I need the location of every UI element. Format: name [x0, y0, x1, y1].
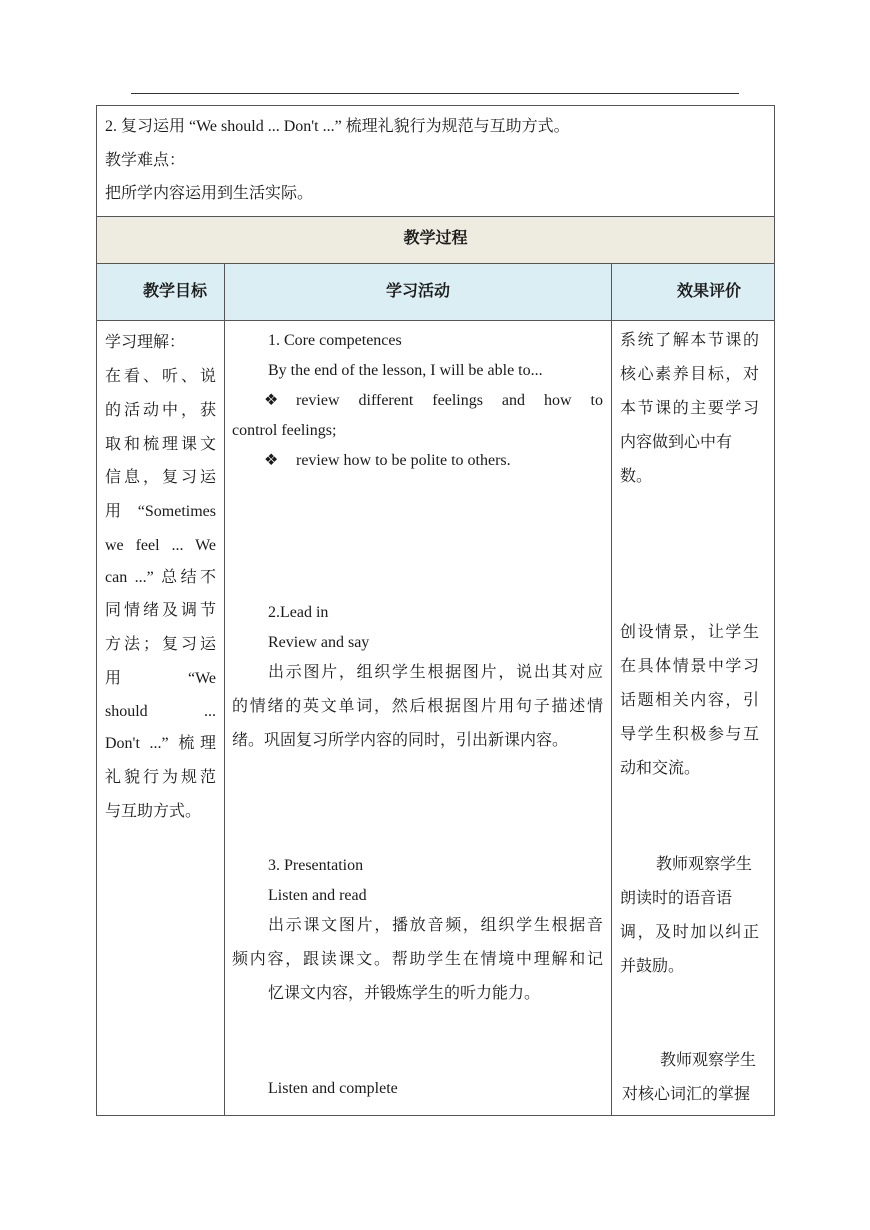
lead-in-title: 2.Lead in	[268, 604, 329, 621]
presentation-text: 频内容，跟读课文。帮助学生在情境中理解和记	[232, 951, 603, 968]
goal-line: 礼貌行为规范	[105, 769, 216, 786]
presentation-title: 3. Presentation	[268, 857, 364, 874]
presentation-text: 忆课文内容，并锻炼学生的听力能力。	[268, 985, 541, 1002]
difficulty-text: 把所学内容运用到生活实际。	[105, 185, 314, 202]
goal-line: 取和梳理课文	[105, 436, 216, 453]
goal-line: 方法；复习运	[105, 636, 216, 653]
bullet-icon: ❖	[264, 452, 279, 469]
evaluation-line: 系统了解本节课的	[620, 332, 759, 349]
evaluation-line: 内容做到心中有	[620, 434, 733, 451]
evaluation-line: 数。	[620, 468, 653, 485]
goal-line: 同情绪及调节	[105, 602, 216, 619]
row-divider	[97, 320, 774, 321]
goal-line: 用 “We	[105, 670, 216, 687]
goal-line: 信息，复习运	[105, 469, 216, 486]
goal-line: Don't ...” 梳理	[105, 735, 216, 752]
header-rule	[131, 93, 739, 94]
lead-in-subtitle: Review and say	[268, 634, 370, 651]
goal-line: 的活动中，获	[105, 402, 216, 419]
core-competences-title: 1. Core competences	[268, 332, 402, 349]
difficulty-heading: 教学难点：	[105, 152, 186, 169]
evaluation-line: 本节课的主要学习	[620, 400, 759, 417]
core-competences-intro: By the end of the lesson, I will be able to...	[268, 362, 543, 379]
lead-in-text: 绪。巩固复习所学内容的同时，引出新课内容。	[232, 732, 569, 749]
evaluation-line: 调，及时加以纠正	[620, 924, 759, 941]
goal-line: should ...	[105, 703, 216, 720]
evaluation-line: 对核心词汇的掌握	[622, 1086, 751, 1103]
column-divider	[611, 263, 612, 1115]
listen-complete-subtitle: Listen and complete	[268, 1080, 398, 1097]
goal-line: 用 “Sometimes	[105, 503, 216, 520]
presentation-subtitle: Listen and read	[268, 887, 367, 904]
focus-point-2: 2. 复习运用 “We should ... Don't ...” 梳理礼貌行为规范与互助方式。	[105, 118, 570, 135]
core-item-1: review different feelings and how to	[296, 392, 603, 409]
goal-line: we feel ... We	[105, 537, 216, 554]
goal-line: 与互助方式。	[105, 803, 202, 820]
column-header-evaluation: 效果评价	[677, 283, 742, 300]
evaluation-line: 导学生积极参与互	[620, 726, 759, 743]
column-header-goal: 教学目标	[143, 283, 208, 300]
evaluation-line: 动和交流。	[620, 760, 701, 777]
evaluation-line: 教师观察学生	[656, 856, 753, 873]
evaluation-line: 并鼓励。	[620, 958, 685, 975]
column-header-activity: 学习活动	[385, 283, 450, 300]
core-item-2: review how to be polite to others.	[296, 452, 511, 469]
evaluation-line: 教师观察学生	[660, 1052, 757, 1069]
row-divider	[97, 216, 774, 217]
evaluation-line: 朗读时的语音语	[620, 890, 733, 907]
evaluation-line: 话题相关内容，引	[620, 692, 759, 709]
goal-line: 在看、听、说	[105, 368, 216, 385]
goal-line: can ...” 总结不	[105, 569, 216, 586]
evaluation-line: 在具体情景中学习	[620, 658, 759, 675]
presentation-text: 出示课文图片，播放音频，组织学生根据音	[268, 917, 603, 934]
column-divider	[224, 263, 225, 1115]
process-header: 教学过程	[403, 230, 468, 247]
lead-in-text: 的情绪的英文单词，然后根据图片用句子描述情	[232, 698, 603, 715]
evaluation-line: 创设情景，让学生	[620, 624, 759, 641]
lesson-table	[96, 105, 775, 1116]
evaluation-line: 核心素养目标，对	[620, 366, 759, 383]
bullet-icon: ❖	[264, 392, 279, 409]
core-item-1-cont: control feelings;	[232, 422, 337, 439]
lead-in-text: 出示图片，组织学生根据图片，说出其对应	[268, 664, 603, 681]
goal-line: 学习理解：	[105, 334, 186, 351]
row-divider	[97, 263, 774, 264]
